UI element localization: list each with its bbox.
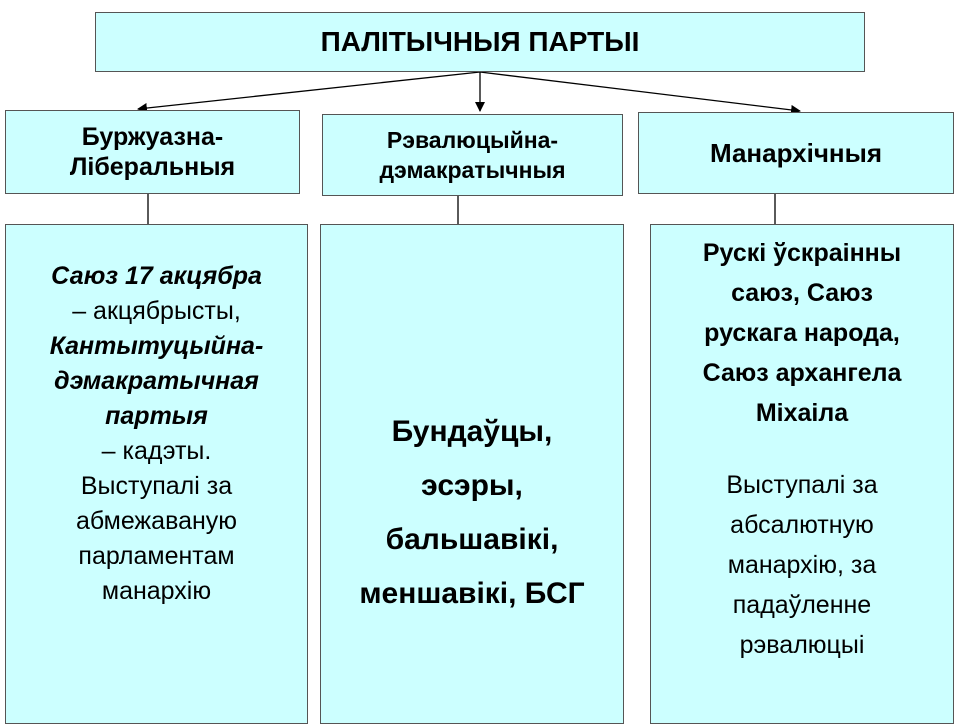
party-name: Саюз 17 акцябра (51, 262, 262, 290)
goal-text: падаўленне (732, 591, 872, 619)
category-label: Ліберальныя (69, 153, 236, 181)
goal-text: манархію, за (727, 551, 877, 579)
party-description: – кадэты. (101, 437, 212, 465)
party-name: эсэры, (421, 469, 523, 502)
category-label: дэмакратычныя (379, 157, 566, 183)
category-label: Манархічныя (710, 137, 882, 168)
liberal-parties-box (5, 224, 308, 724)
party-name: партыя (105, 402, 208, 430)
party-name: Рускі ўскраінны (702, 239, 902, 267)
category-label: Рэвалюцыйна- (386, 127, 559, 153)
arrow-to-liberal (138, 72, 480, 109)
revolutionary-parties-box (320, 224, 624, 724)
category-revolutionary (322, 114, 623, 196)
party-name: меншавікі, БСГ (359, 577, 585, 610)
category-label: Буржуазна- (81, 123, 224, 151)
goal-text: парламентам (78, 542, 235, 570)
arrow-to-monarchist (480, 72, 800, 111)
goal-text: Выступалі за (726, 471, 878, 499)
diagram-title (95, 12, 865, 72)
party-description: – акцябрысты, (72, 297, 241, 325)
party-name: Бундаўцы, (391, 415, 553, 448)
party-name: саюз, Саюз (731, 279, 873, 307)
party-name: бальшавікі, (385, 523, 559, 556)
goal-text: абмежаваную (75, 507, 238, 535)
party-name: дэмакратычная (54, 367, 259, 395)
monarchist-parties-box (650, 224, 954, 724)
goal-text: рэвалюцыі (739, 631, 865, 659)
party-name: рускага народа, (704, 319, 900, 347)
category-liberal (5, 110, 300, 194)
title-text: ПАЛІТЫЧНЫЯ ПАРТЫІ (320, 26, 640, 57)
party-name: Саюз архангела (702, 359, 902, 387)
goal-text: абсалютную (730, 511, 874, 539)
party-name: Кантытуцыйна- (49, 332, 264, 360)
goal-text: манархію (101, 577, 212, 605)
category-monarchist (638, 112, 954, 194)
goal-text: Выступалі за (80, 472, 233, 500)
party-name: Міхаіла (755, 399, 849, 427)
